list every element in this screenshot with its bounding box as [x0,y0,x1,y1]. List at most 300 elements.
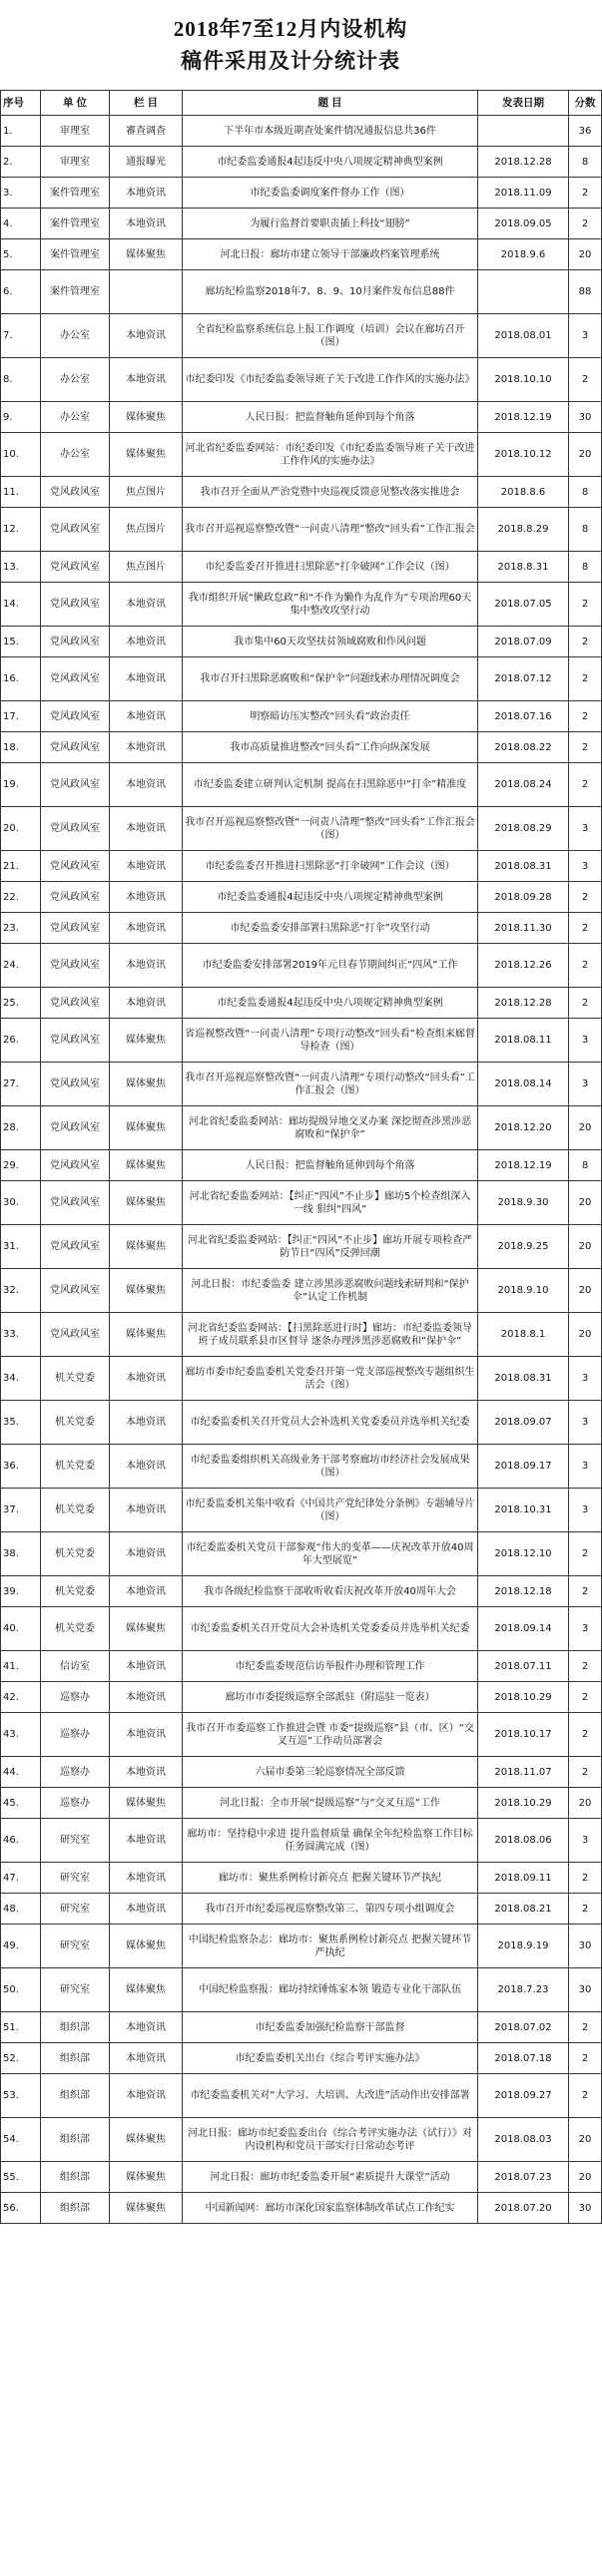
row-date: 2018.07.11 [478,1651,569,1682]
row-date: 2018.08.11 [478,1019,569,1063]
row-unit: 党风政风室 [41,1225,110,1269]
row-score: 3 [569,1819,602,1863]
row-unit: 信访室 [41,1651,110,1682]
row-column: 通报曝光 [110,147,183,178]
row-unit: 巡察办 [41,1757,110,1788]
row-score: 3 [569,1445,602,1489]
row-title: 市纪委监委召开推进扫黑除恶“打伞破网”工作会议（图） [183,851,478,882]
row-unit: 机关党委 [41,1445,110,1489]
row-index: 35. [1,1401,41,1445]
row-date: 2018.10.12 [478,433,569,477]
row-date: 2018.08.21 [478,1894,569,1925]
row-date: 2018.07.16 [478,701,569,732]
row-column: 本地资讯 [110,701,183,732]
row-index: 24. [1,944,41,988]
row-date: 2018.12.18 [478,1576,569,1607]
row-date: 2018.07.20 [478,2193,569,2224]
row-index: 36. [1,1445,41,1489]
row-index: 52. [1,2043,41,2074]
row-date: 2018.09.17 [478,1445,569,1489]
row-date: 2018.11.09 [478,178,569,209]
header-column: 栏 目 [110,91,183,116]
row-score: 36 [569,116,602,147]
row-title: 河北日报：市纪委监委 建立涉黑涉恶腐败问题线索研判和“保护伞”认定工作机制 [183,1269,478,1313]
row-score: 20 [569,1106,602,1150]
row-date: 2018.12.20 [478,1106,569,1150]
row-date: 2018.07.02 [478,2012,569,2043]
table-row [1,944,602,988]
table-row [1,1150,602,1181]
row-date: 2018.07.05 [478,583,569,627]
table-row [1,508,602,552]
row-index: 8. [1,358,41,402]
row-score: 2 [569,209,602,239]
table-row [1,1106,602,1150]
table-row [1,988,602,1019]
row-index: 25. [1,988,41,1019]
row-score: 8 [569,552,602,583]
row-index: 33. [1,1313,41,1357]
header-title: 题 目 [183,91,478,116]
row-column: 本地资讯 [110,1489,183,1532]
row-title: 我市高质量推进整改“回头看”工作向纵深发展 [183,732,478,763]
row-unit: 党风政风室 [41,1106,110,1150]
row-score: 3 [569,807,602,851]
row-unit: 党风政风室 [41,508,110,552]
row-title: 中国纪检监察杂志：廊坊市：聚焦系例检讨新亮点 把握关键环节严执纪 [183,1925,478,1968]
row-title: 市纪委监委通报4起违反中央八项规定精神典型案例 [183,882,478,913]
row-column: 焦点图片 [110,477,183,508]
row-unit: 办公室 [41,358,110,402]
row-date: 2018.08.03 [478,2118,569,2162]
row-title: 市纪委监委安排部署2019年元旦春节期间纠正“四风”工作 [183,944,478,988]
row-date: 2018.8.6 [478,477,569,508]
row-score: 20 [569,2162,602,2193]
row-column: 媒体聚焦 [110,1968,183,2012]
table-row [1,1445,602,1489]
row-date: 2018.07.23 [478,2162,569,2193]
row-score: 8 [569,147,602,178]
table-row [1,2193,602,2224]
row-unit: 党风政风室 [41,477,110,508]
table-row [1,1607,602,1651]
row-index: 10. [1,433,41,477]
row-unit: 党风政风室 [41,1181,110,1225]
row-index: 40. [1,1607,41,1651]
row-score: 20 [569,1269,602,1313]
row-title: 我市召开巡视巡察整改暨“一问责八清理”整改“回头看”工作汇报会 [183,508,478,552]
header-score: 分数 [569,91,602,116]
row-column: 本地资讯 [110,913,183,944]
row-unit: 党风政风室 [41,1019,110,1063]
table-row [1,583,602,627]
row-date: 2018.10.29 [478,1788,569,1819]
row-index: 51. [1,2012,41,2043]
row-score: 2 [569,2043,602,2074]
row-index: 18. [1,732,41,763]
row-index: 46. [1,1819,41,1863]
row-score: 2 [569,732,602,763]
row-index: 29. [1,1150,41,1181]
row-date [478,116,569,147]
row-index: 15. [1,627,41,657]
row-column: 本地资讯 [110,657,183,701]
row-column: 本地资讯 [110,209,183,239]
row-score: 20 [569,1788,602,1819]
row-column: 媒体聚焦 [110,1313,183,1357]
row-unit: 党风政风室 [41,1063,110,1106]
row-score: 3 [569,314,602,358]
row-date: 2018.9.6 [478,239,569,270]
row-score: 3 [569,1607,602,1651]
row-column: 本地资讯 [110,882,183,913]
row-date: 2018.08.29 [478,807,569,851]
table-row [1,1489,602,1532]
row-score: 20 [569,433,602,477]
row-column: 審查调查 [110,116,183,147]
row-date: 2018.12.26 [478,944,569,988]
row-title: 省巡视整改暨“一问责八清理”专项行动整改“回头看”检查组来廊督导检查（图） [183,1019,478,1063]
row-column: 本地资讯 [110,2043,183,2074]
row-title: 我市召开市纪委巡视巡察整改第三、第四专项小组调度会 [183,1894,478,1925]
table-row [1,1713,602,1757]
row-index: 11. [1,477,41,508]
row-date: 2018.09.28 [478,882,569,913]
row-index: 23. [1,913,41,944]
row-date: 2018.08.14 [478,1063,569,1106]
row-date: 2018.10.31 [478,1489,569,1532]
row-date: 2018.08.24 [478,763,569,807]
row-unit: 党风政风室 [41,807,110,851]
row-unit: 党风政风室 [41,1313,110,1357]
row-title: 我市召开巡视巡察整改暨“一问责八清理”专项行动整改“回头看”工作汇报会（图） [183,1063,478,1106]
row-score: 2 [569,1576,602,1607]
row-score: 8 [569,477,602,508]
table-row [1,1181,602,1225]
row-title: 市纪委监委机关党员干部参观“伟大的变革——庆祝改革开放40周年大型展览” [183,1532,478,1576]
row-index: 41. [1,1651,41,1682]
row-title: 人民日报：把监督触角延伸到每个角落 [183,402,478,433]
row-column: 媒体聚焦 [110,1269,183,1313]
row-column: 本地资讯 [110,1757,183,1788]
row-score: 2 [569,1894,602,1925]
row-index: 20. [1,807,41,851]
row-date: 2018.08.31 [478,851,569,882]
row-score: 3 [569,1357,602,1401]
row-title: 市纪委监委机关出台《综合考评实施办法》 [183,2043,478,2074]
row-title: 我市召开巡视巡察整改暨“一问责八清理”整改“回头看”工作汇报会（图） [183,807,478,851]
row-index: 49. [1,1925,41,1968]
row-unit: 党风政风室 [41,1269,110,1313]
row-unit: 组织部 [41,2043,110,2074]
row-date: 2018.11.07 [478,1757,569,1788]
row-index: 4. [1,209,41,239]
table-row [1,209,602,239]
row-title: 中国纪检监察报：廊坊持续锤炼家本领 锻造专业化干部队伍 [183,1968,478,2012]
row-score: 88 [569,270,602,314]
row-column: 本地资讯 [110,627,183,657]
row-title: 河北省纪委监委网站：【纠正“四风”不止步】廊坊5个检查组深入一线 狠纠“四风” [183,1181,478,1225]
table-row [1,657,602,701]
row-column: 本地资讯 [110,1532,183,1576]
row-score: 2 [569,1532,602,1576]
table-row [1,2162,602,2193]
row-title: 市纪委印发《市纪委监委领导班子关于改进工作作风的实施办法》 [183,358,478,402]
row-score: 30 [569,402,602,433]
row-score: 8 [569,508,602,552]
row-title: 市纪委监委调度案件督办工作（图） [183,178,478,209]
page-title-line-2: 稿件采用及计分统计表 [181,49,400,73]
table-row [1,1225,602,1269]
table-row [1,807,602,851]
row-date: 2018.7.23 [478,1968,569,2012]
row-unit: 机关党委 [41,1532,110,1576]
row-column: 媒体聚焦 [110,1019,183,1063]
row-index: 54. [1,2118,41,2162]
row-date: 2018.12.28 [478,988,569,1019]
table-row [1,882,602,913]
row-column: 媒体聚焦 [110,1063,183,1106]
row-unit: 研究室 [41,1968,110,2012]
row-title: 市纪委监委机关召开党员大会补选机关党委委员并选举机关纪委 [183,1401,478,1445]
row-score: 3 [569,1401,602,1445]
table-row [1,116,602,147]
row-column: 本地资讯 [110,2074,183,2118]
row-unit: 党风政风室 [41,944,110,988]
row-score: 30 [569,1968,602,2012]
row-index: 16. [1,657,41,701]
table-row [1,477,602,508]
row-column: 本地资讯 [110,1401,183,1445]
row-index: 12. [1,508,41,552]
row-title: 市纪委监委规范信访举报件办理和管理工作 [183,1651,478,1682]
row-date: 2018.07.09 [478,627,569,657]
row-title: 市纪委监委机关集中收看《中国共产党纪律处分条例》专题辅导片（图） [183,1489,478,1532]
row-title: 河北省纪委监委网站：【扫黑除恶进行时】廊坊：市纪委监委领导班子成员联系县市区督导 逐条办理涉黑涉恶腐败和“保护伞” [183,1313,478,1357]
table-row [1,552,602,583]
row-date: 2018.09.27 [478,2074,569,2118]
row-title: 六届市委第三轮巡察情况全部反馈 [183,1757,478,1788]
row-date: 2018.10.10 [478,358,569,402]
row-index: 48. [1,1894,41,1925]
row-title: 市纪委监委召开推进扫黑除恶“打伞破网”工作会议（图） [183,552,478,583]
row-title: 市纪委监委通报4起违反中央八项规定精神典型案例 [183,147,478,178]
row-column: 媒体聚焦 [110,2162,183,2193]
row-index: 13. [1,552,41,583]
row-title: 中国新闻网：廊坊市深化国家监察体制改革试点工作纪实 [183,2193,478,2224]
row-score: 8 [569,1150,602,1181]
row-title: 明察暗访压实整改“回头看”政治责任 [183,701,478,732]
row-column: 媒体聚焦 [110,2118,183,2162]
row-unit: 巡察办 [41,1682,110,1713]
row-column: 本地资讯 [110,1445,183,1489]
row-unit: 党风政风室 [41,988,110,1019]
row-unit: 研究室 [41,1819,110,1863]
row-title: 河北省纪委监委网站：廊坊提级异地交叉办案 深挖彻查涉黑涉恶腐败和“保护伞” [183,1106,478,1150]
row-date: 2018.8.1 [478,1313,569,1357]
table-row [1,1968,602,2012]
row-unit: 巡察办 [41,1788,110,1819]
row-column: 本地资讯 [110,314,183,358]
row-column: 媒体聚焦 [110,1788,183,1819]
table-row [1,1651,602,1682]
table-row [1,2043,602,2074]
row-title: 我市召开市委巡察工作推进会暨 市委“提级巡察”县（市、区）“交叉互巡”工作动员部署会 [183,1713,478,1757]
row-score: 20 [569,2118,602,2162]
row-date: 2018.12.10 [478,1532,569,1576]
table-row [1,1819,602,1863]
row-date: 2018.10.29 [478,1682,569,1713]
row-title: 河北日报：廊坊市建立领导干部廉政档案管理系统 [183,239,478,270]
table-row [1,763,602,807]
row-index: 5. [1,239,41,270]
table-row [1,732,602,763]
row-date: 2018.10.17 [478,1713,569,1757]
row-unit: 办公室 [41,314,110,358]
row-score: 2 [569,2074,602,2118]
row-title: 市纪委监委建立研判认定机制 提高在扫黑除恶中“打伞”精准度 [183,763,478,807]
row-title: 为履行监督首要职责插上科技“翅膀” [183,209,478,239]
row-unit: 机关党委 [41,1576,110,1607]
row-score: 2 [569,763,602,807]
row-score: 20 [569,1313,602,1357]
row-unit: 研究室 [41,1863,110,1894]
row-index: 17. [1,701,41,732]
row-index: 27. [1,1063,41,1106]
row-title: 下半年市本级近期查处案件情况通报信息共36件 [183,116,478,147]
row-index: 30. [1,1181,41,1225]
row-index: 45. [1,1788,41,1819]
row-date: 2018.12.28 [478,147,569,178]
row-unit: 党风政风室 [41,732,110,763]
header-date: 发表日期 [478,91,569,116]
row-index: 47. [1,1863,41,1894]
row-column: 本地资讯 [110,732,183,763]
row-score: 30 [569,2193,602,2224]
row-column: 媒体聚焦 [110,239,183,270]
row-score: 20 [569,1181,602,1225]
row-column: 本地资讯 [110,178,183,209]
row-title: 市纪委监委通报4起违反中央八项规定精神典型案例 [183,988,478,1019]
row-date: 2018.8.31 [478,552,569,583]
row-unit: 党风政风室 [41,882,110,913]
row-index: 19. [1,763,41,807]
row-unit: 组织部 [41,2162,110,2193]
table-row [1,147,602,178]
row-index: 2. [1,147,41,178]
row-index: 3. [1,178,41,209]
row-score: 20 [569,239,602,270]
row-index: 38. [1,1532,41,1576]
row-title: 市纪委监委机关召开党员大会补选机关党委委员并选举机关纪委 [183,1607,478,1651]
row-column: 媒体聚焦 [110,2193,183,2224]
table-row [1,913,602,944]
row-column: 本地资讯 [110,1576,183,1607]
row-unit: 审理室 [41,116,110,147]
table-row [1,1757,602,1788]
row-score: 2 [569,1757,602,1788]
row-unit: 组织部 [41,2193,110,2224]
header-unit: 单 位 [41,91,110,116]
row-score: 30 [569,1925,602,1968]
row-date: 2018.9.10 [478,1269,569,1313]
table-row [1,1863,602,1894]
row-column: 本地资讯 [110,1713,183,1757]
table-row [1,701,602,732]
table-row [1,314,602,358]
row-index: 53. [1,2074,41,2118]
row-column: 本地资讯 [110,1819,183,1863]
row-index: 26. [1,1019,41,1063]
row-unit: 党风政风室 [41,1150,110,1181]
row-index: 43. [1,1713,41,1757]
row-column: 媒体聚焦 [110,1181,183,1225]
row-column: 本地资讯 [110,988,183,1019]
table-row [1,1894,602,1925]
row-title: 廊坊市委市纪委监委机关党委召开第一党支部巡视整改专题组织生活会（图） [183,1357,478,1401]
row-index: 28. [1,1106,41,1150]
row-date: 2018.07.12 [478,657,569,701]
row-date: 2018.08.01 [478,314,569,358]
row-index: 21. [1,851,41,882]
row-title: 市纪委监委组织机关高级业务干部考察廊坊市经济社会发展成果（图） [183,1445,478,1489]
row-score: 3 [569,1489,602,1532]
row-unit: 党风政风室 [41,657,110,701]
row-score: 2 [569,1713,602,1757]
row-column: 本地资讯 [110,1357,183,1401]
row-index: 22. [1,882,41,913]
row-column: 本地资讯 [110,851,183,882]
row-score: 2 [569,1863,602,1894]
row-column [110,270,183,314]
row-column: 本地资讯 [110,1682,183,1713]
row-score: 2 [569,944,602,988]
table-row [1,433,602,477]
row-index: 56. [1,2193,41,2224]
table-row [1,1313,602,1357]
row-unit: 办公室 [41,433,110,477]
row-title: 廊坊市市委提级巡察全部派驻（附巡驻一览表） [183,1682,478,1713]
row-score: 3 [569,1019,602,1063]
row-column: 媒体聚焦 [110,402,183,433]
row-index: 14. [1,583,41,627]
row-score: 2 [569,913,602,944]
row-title: 河北日报：廊坊市纪委监委出台《综合考评实施办法（试行）》对内设机构和党员干部实行日常动态考评 [183,2118,478,2162]
title-block [0,0,581,90]
row-unit: 组织部 [41,2074,110,2118]
table-row [1,1269,602,1313]
row-title: 市纪委监委安排部署扫黑除恶“打伞”攻坚行动 [183,913,478,944]
row-date: 2018.9.30 [478,1181,569,1225]
row-unit: 案件管理室 [41,178,110,209]
row-title: 廊坊市：坚持稳中求进 提升监督质量 确保全年纪检监察工作目标任务圆满完成（图） [183,1819,478,1863]
row-unit: 机关党委 [41,1607,110,1651]
row-date: 2018.8.29 [478,508,569,552]
header-index: 序号 [1,91,41,116]
row-unit: 党风政风室 [41,583,110,627]
row-title: 市纪委监委加强纪检监察干部监督 [183,2012,478,2043]
row-score: 3 [569,1063,602,1106]
table-header-row [1,91,602,116]
row-unit: 党风政风室 [41,851,110,882]
row-unit: 研究室 [41,1925,110,1968]
table-row [1,358,602,402]
row-unit: 巡察办 [41,1713,110,1757]
row-unit: 机关党委 [41,1401,110,1445]
row-score: 3 [569,851,602,882]
row-index: 39. [1,1576,41,1607]
row-title: 河北日报：全市开展“提级巡察”与“交叉互巡”工作 [183,1788,478,1819]
